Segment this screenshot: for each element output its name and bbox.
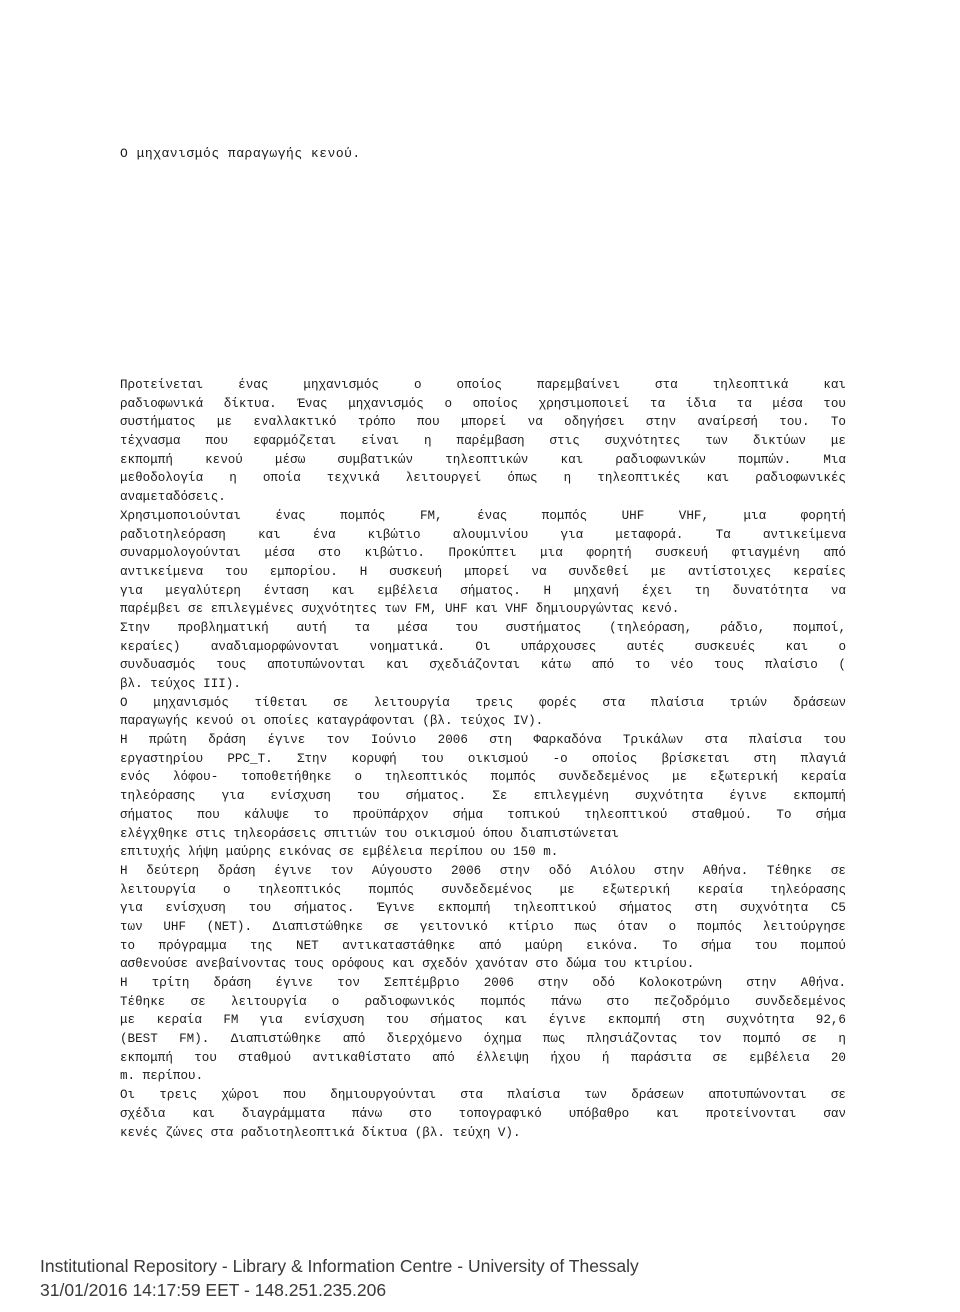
text-line: εκπομπή κενού μέσω συμβατικών τηλεοπτικών και ραδιοφωνικών πομπών. Μια xyxy=(120,452,846,467)
text-line: Η δεύτερη δράση έγινε τον Αύγουστο 2006 στην οδό Αιόλου στην Αθήνα. Τέθηκε σε xyxy=(120,863,846,878)
text-line: συναρμολογούνται μέσα στο κιβώτιο. Προκύπτει μια φορητή συσκευή φτιαγμένη από xyxy=(120,546,846,561)
text-line: ελέγχθηκε στις τηλεοράσεις σπιτιών του οικισμού όπου διαπιστώνεται xyxy=(120,826,619,841)
text-line: σχέδια και διαγράμματα πάνω στο τοπογραφικό υπόβαθρο και προτείνονται σαν xyxy=(120,1106,846,1121)
text-line: Χρησιμοποιούνται ένας πομπός FM, ένας πομπός UHF VHF, μια φορητή xyxy=(120,508,846,523)
text-line: για μεγαλύτερη ένταση και εμβέλεια σήματος. Η μηχανή έχει τη δυνατότητα να xyxy=(120,583,846,598)
text-line: επιτυχής λήψη μαύρης εικόνας σε εμβέλεια περίπου ου 150 m. xyxy=(120,845,559,860)
body-text xyxy=(120,376,846,1142)
text-line: με κεραία FM για ενίσχυση του σήματος και έγινε εκπομπή στη συχνότητα 92,6 xyxy=(120,1013,846,1028)
page-title: Ο μηχανισμός παραγωγής κενού. xyxy=(120,146,361,161)
text-line: το πρόγραμμα της NET αντικαταστάθηκε από μαύρη εικόνα. Το σήμα του πομπού xyxy=(120,938,846,953)
text-line: κεραίες) αναδιαμορφώνονται νοηματικά. Οι υπάρχουσες αυτές συσκευές και ο xyxy=(120,639,846,654)
text-line: Στην προβληματική αυτή τα μέσα του συστήματος (τηλεόραση, ράδιο, πομποί, xyxy=(120,620,846,635)
text-line: ασθενούσε ανεβαίνοντας τους ορόφους και σχεδόν χανόταν στο δώμα του κτιρίου. xyxy=(120,957,695,972)
text-line: ραδιοφωνικά δίκτυα. Ένας μηχανισμός ο οποίος χρησιμοποιεί τα ίδια τα μέσα του xyxy=(120,396,846,411)
text-line: Τέθηκε σε λειτουργία ο ραδιοφωνικός πομπός πάνω στο πεζοδρόμιο συνδεδεμένος xyxy=(120,994,846,1009)
text-line: των UHF (NET). Διαπιστώθηκε σε γειτονικό κτίριο πως όταν ο πομπός λειτούργησε xyxy=(120,919,846,934)
text-line: ραδιοτηλεόραση και ένα κιβώτιο αλουμινίου για μεταφορά. Τα αντικείμενα xyxy=(120,527,846,542)
text-line: τηλεόρασης για ενίσχυση του σήματος. Σε επιλεγμένη συχνότητα έγινε εκπομπή xyxy=(120,789,846,804)
text-line: παραγωγής κενού οι οποίες καταγράφονται (βλ. τεύχος IV). xyxy=(120,714,544,729)
text-line: εργαστηρίου PPC_T. Στην κορυφή του οικισμού -ο οποίος βρίσκεται στη πλαγιά xyxy=(120,751,846,766)
text-line: εκπομπή του σταθμού αντικαθίστατο από έλλειψη ήχου ή παράσιτα σε εμβέλεια 20 xyxy=(120,1050,846,1065)
text-line: (BEST FM). Διαπιστώθηκε από διερχόμενο όχημα πως πλησιάζοντας τον πομπό σε η xyxy=(120,1032,846,1047)
text-line: τέχνασμα που εφαρμόζεται είναι η παρέμβαση στις συχνότητες των δικτύων με xyxy=(120,434,846,449)
repository-credit: Institutional Repository - Library & Information Centre - University of Thessaly xyxy=(40,1256,639,1276)
text-line: μεθοδολογία η οποία τεχνικά λειτουργεί όπως η τηλεοπτικές και ραδιοφωνικές xyxy=(120,471,846,486)
text-line: Η τρίτη δράση έγινε τον Σεπτέμβριο 2006 στην οδό Κολοκοτρώνη στην Αθήνα. xyxy=(120,976,846,990)
text-line: Ο μηχανισμός τίθεται σε λειτουργία τρεις φορές στα πλαίσια τριών δράσεων xyxy=(120,695,846,710)
text-line: συνδυασμός τους αποτυπώνονται και σχεδιάζονται κάτω από το νέο τους πλαίσιο ( xyxy=(120,658,846,673)
text-line: παρέμβει σε επιλεγμένες συχνότητες των FM, UHF και VHF δημιουργώντας κενό. xyxy=(120,602,680,617)
text-line: κενές ζώνες στα ραδιοτηλεοπτικά δίκτυα (βλ. τεύχη V). xyxy=(120,1125,521,1140)
text-line: αναμεταδόσεις. xyxy=(120,490,226,505)
download-stamp: 31/01/2016 14:17:59 EET - 148.251.235.206 xyxy=(40,1280,387,1300)
text-line: αντικείμενα του εμπορίου. Η συσκευή μπορεί να συνδεθεί με αντίστοιχες κεραίες xyxy=(120,564,846,579)
text-line: Οι τρεις χώροι που δημιουργούνται στα πλαίσια των δράσεων αποτυπώνονται σε xyxy=(120,1088,846,1103)
text-line: ενός λόφου- τοποθετήθηκε ο τηλεοπτικός πομπός συνδεδεμένος με εξωτερική κεραία xyxy=(120,770,846,785)
text-line: Η πρώτη δράση έγινε τον Ιούνιο 2006 στη Φαρκαδόνα Τρικάλων στα πλαίσια του xyxy=(120,733,846,748)
text-line: Προτείνεται ένας μηχανισμός ο οποίος παρεμβαίνει στα τηλεοπτικά και xyxy=(120,378,846,392)
text-line: για ενίσχυση του σήματος. Έγινε εκπομπή τηλεοπτικού σήματος στη συχνότητα C5 xyxy=(120,901,846,916)
text-line: συστήματος με εναλλακτικό τρόπο που μπορεί να οδηγήσει στην αναίρεσή του. Το xyxy=(120,415,846,430)
text-line: σήματος που κάλυψε το προϋπάρχον σήμα τοπικού τηλεοπτικού σταθμού. Το σήμα xyxy=(120,807,846,822)
text-line: λειτουργία ο τηλεοπτικός πομπός συνδεδεμένος με εξωτερική κεραία τηλεόρασης xyxy=(120,882,846,897)
text-line: βλ. τεύχος ΙΙΙ). xyxy=(120,677,241,691)
repository-footer xyxy=(40,1254,639,1302)
text-line: m. περίπου. xyxy=(120,1069,204,1084)
